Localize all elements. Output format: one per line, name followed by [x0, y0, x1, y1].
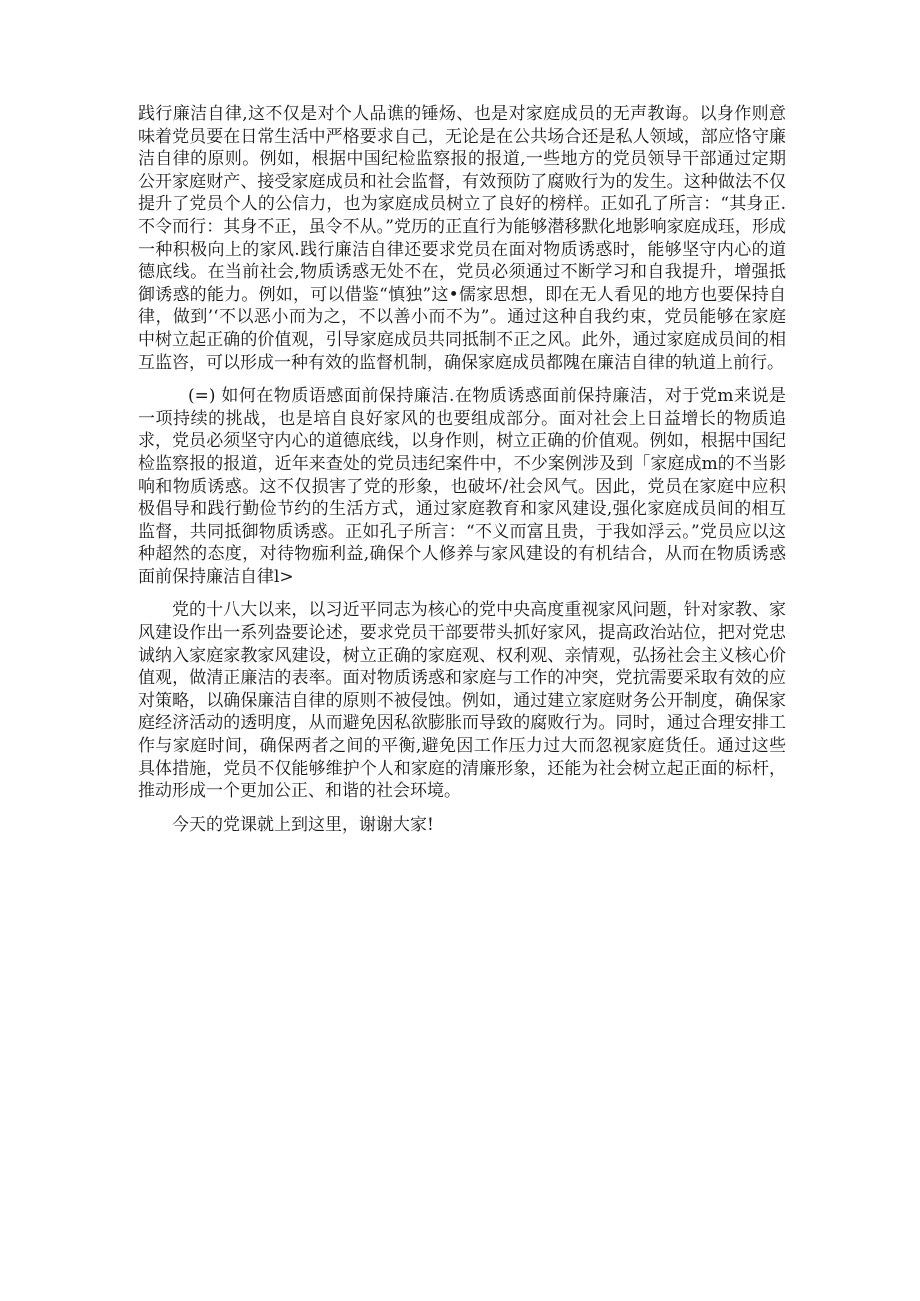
paragraph-integrity-practice: 践行廉洁自律,这不仅是对个人品谯的锤炀、也是对家庭成员的无声教诲。以身作则意味着党员要在日常生活中严格要求自己，无论是在公共场合还是私人领域，部应恪守廉洁自律的原则。例如，根据中国纪检监察报的报道,一些地方的党员领导干部通过定期公开家庭财产、接受家庭成员和社会监督，有效预防了腐败行为的发生。这种做法不仅提升了党员个人的公信力，也为家庭成员树立了良好的榜样。正如孔了所言：“其身正.不令而行：其身不正，虽令不从。”党历的正直行为能够潜移默化地影响家庭成珏，形成一种积极向上的家风.践行廉洁自律还要求党员在面对物质诱惑时，能够坚守内心的道德底线。在当前社会,物质诱惑无处不在，党员必须通过不断学习和自我提升，增强抵御诱惑的能力。例如，可以借鉴“慎独”这•儒家思想，即在无人看见的地方也要保持自律，做到’‘不以恶小而为之，不以善小而不为”。通过这种自我约束，党员能够在家庭中树立起正确的价值观，引导家庭成员共同抵制不正之风。此外，通过家庭成员间的相互监咨，可以形成一种有效的监督机制，确保家庭成员都隗在廉洁自律的轨道上前行。 [138, 104, 786, 373]
paragraph-material-temptation: (=) 如何在物质语感面前保持廉洁.在物质诱惑面前保持廉洁，对于党m来说是一项持续的挑战，也是培自良好家风的也要组成部分。面对社会上日益增长的物质追求，党员必须坚守内心的道德底线，以身作则，树立正确的价值观。例如，根据中国纪检监察报的报道，近年来查处的党员违纪案件中，不少案例涉及到「家庭成m的不当影响和物质诱惑。这不仅损害了党的形象，也破坏/社会风气。因此，党员在家庭中应积极倡导和践行勤俭节约的生活方式，通过家庭教育和家风建设,强化家庭成员间的相互监督，共同抵御物质诱惑。正如孔子所言：“不义而富且贵，于我如浮云。”党员应以这种超然的态度，对待物痂利益,确保个人修养与家风建设的有机结合，从而在物质诱惑面前保持廉洁自律l> [138, 386, 786, 587]
document-body [138, 103, 786, 847]
paragraph-closing: 今天的党课就上到这里，谢谢大家! [172, 814, 434, 835]
paragraph-family-style: 党的十八大以来，以习近平同志为核心的党中央高度重视家风问题，针对家教、家风建设作出一系列盎要论述，要求党员干部要带头抓好家风，提高政治站位，把对党忠诚纳入家庭家教家风建设，树立正确的家庭观、权利观、亲情观，弘扬社会主义核心价值观，做清正廉洁的表率。面对物质诱惑和家庭与工作的冲突，党抗需要采取有效的应对策略，以确保廉洁自律的原则不被侵蚀。例如，通过建立家庭财务公开制度，确保家庭经济活动的透明度，从而避免因私欲膨胀而导致的腐败行为。同时，通过合理安排工作与家庭时间，确保两者之间的平衡,避免因工作压力过大而忽视家庭货任。通过这些具体措施，党员不仅能够维护个人和家庭的清廉形象，还能为社会树立起正面的标杆，推动形成一个更加公正、和谐的社会环境。 [138, 600, 786, 802]
